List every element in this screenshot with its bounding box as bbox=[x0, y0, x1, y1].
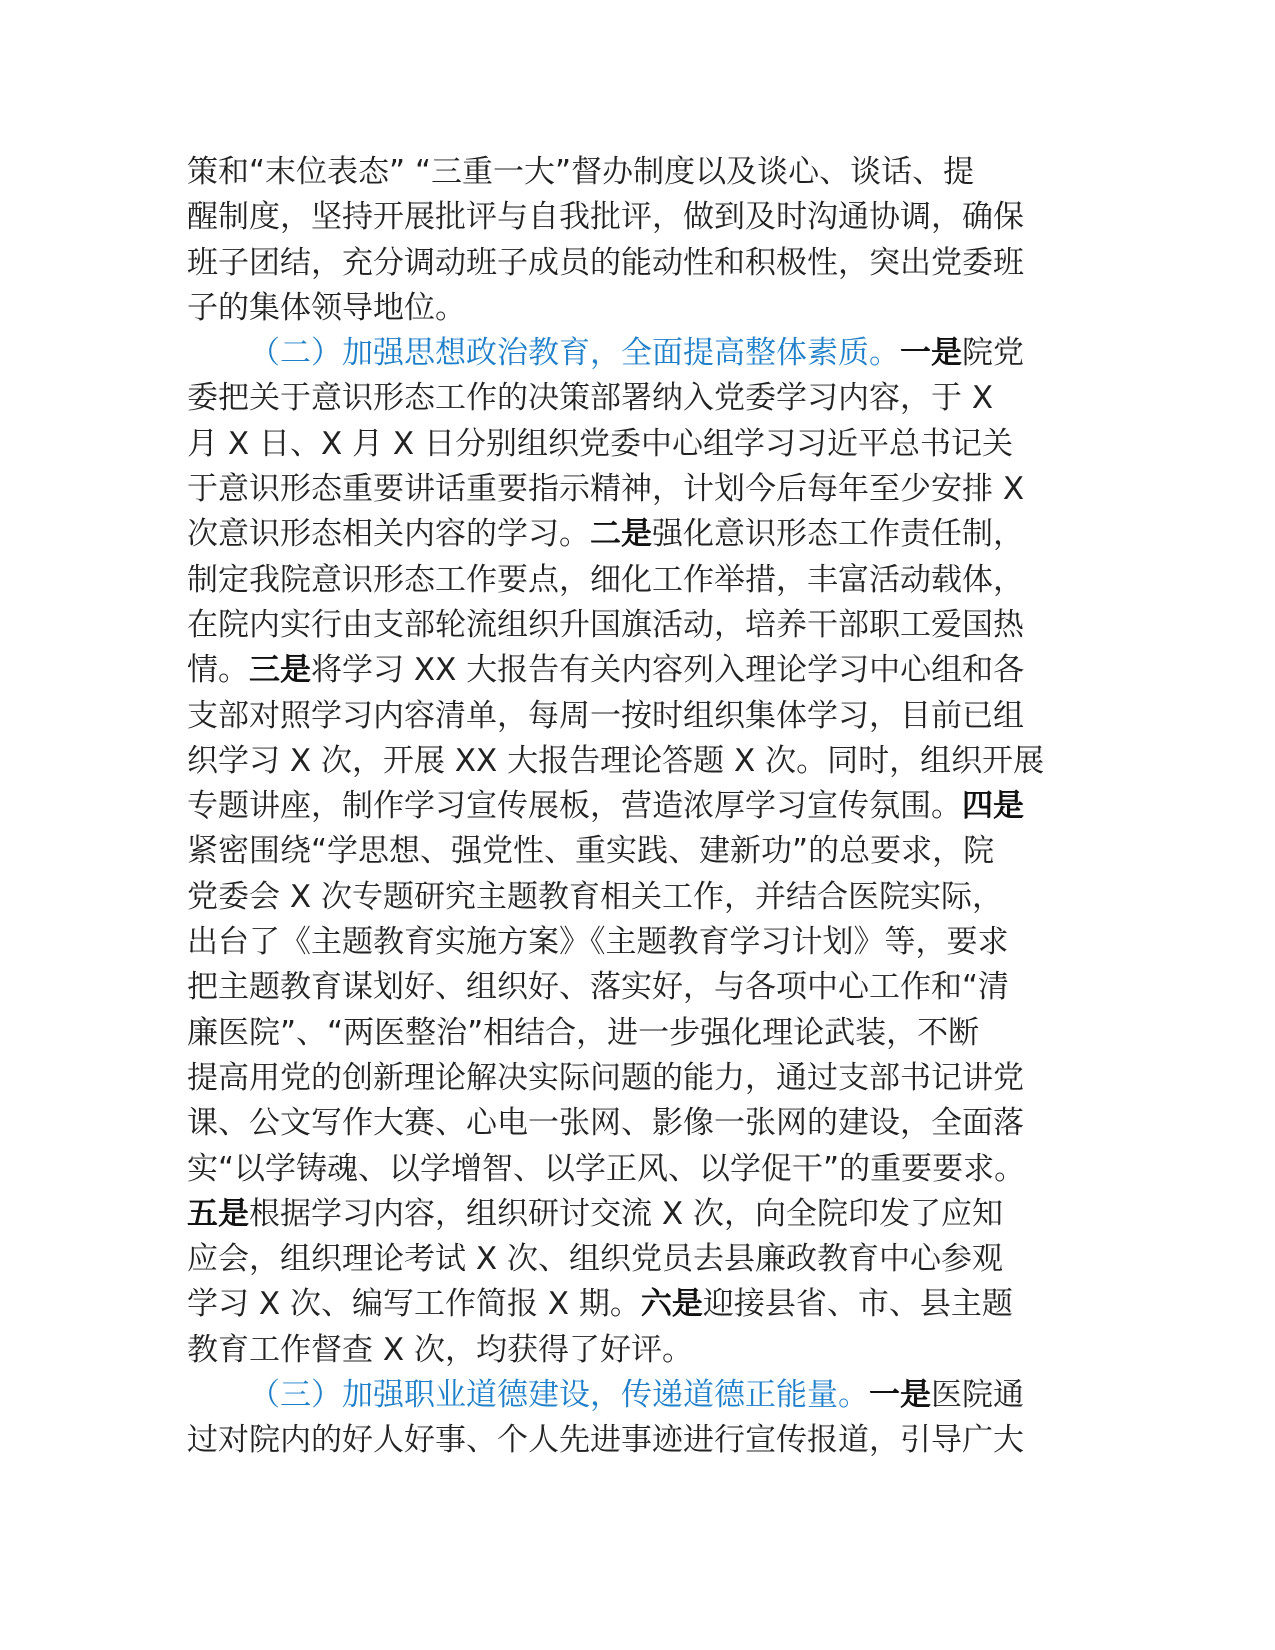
bold-marker: 二是 bbox=[590, 516, 652, 553]
bold-marker: 五是 bbox=[187, 1195, 249, 1232]
bold-marker: 一是 bbox=[869, 1377, 931, 1414]
bold-marker: 四是 bbox=[962, 788, 1024, 825]
text-line: 廉医院”、“两医整治”相结合，进一步强化理论武装，不断 bbox=[187, 1014, 980, 1051]
text-line: 醒制度，坚持开展批评与自我批评，做到及时沟通协调，确保 bbox=[187, 199, 1024, 236]
text-line: 出台了《主题教育实施方案》《主题教育学习计划》等，要求 bbox=[187, 924, 1009, 961]
text-line: 五是根据学习内容，组织研讨交流 X 次，向全院印发了应知 bbox=[187, 1195, 1003, 1232]
text-line: 情。三是将学习 XX 大报告有关内容列入理论学习中心组和各 bbox=[187, 652, 1025, 689]
text-line: 紧密围绕“学思想、强党性、重实践、建新功”的总要求，院 bbox=[187, 833, 995, 870]
text-line: 子的集体领导地位。 bbox=[187, 289, 466, 326]
text-line: 教育工作督查 X 次，均获得了好评。 bbox=[187, 1331, 693, 1368]
text-line: 月 X 日、X 月 X 日分别组织党委中心组学习习近平总书记关 bbox=[187, 425, 1013, 462]
text-line: 专题讲座，制作学习宣传展板，营造浓厚学习宣传氛围。四是 bbox=[187, 788, 1024, 825]
text-line: 把主题教育谋划好、组织好、落实好，与各项中心工作和“清 bbox=[187, 969, 1010, 1006]
text-line: 次意识形态相关内容的学习。二是强化意识形态工作责任制， bbox=[187, 516, 1024, 553]
section-heading-2: （二）加强思想政治教育，全面提高整体素质。一是院党 bbox=[249, 335, 1024, 372]
text-line: 应会，组织理论考试 X 次、组织党员去县廉政教育中心参观 bbox=[187, 1241, 1003, 1278]
text-line: 实“以学铸魂、以学增智、以学正风、以学促干”的重要要求。 bbox=[187, 1150, 1026, 1187]
text-line: 提高用党的创新理论解决实际问题的能力，通过支部书记讲党 bbox=[187, 1059, 1024, 1096]
section-heading-3: （三）加强职业道德建设，传递道德正能量。一是医院通 bbox=[249, 1377, 1024, 1414]
text-line: 支部对照学习内容清单，每周一按时组织集体学习，目前已组 bbox=[187, 697, 1024, 734]
text-line: 于意识形态重要讲话重要指示精神，计划今后每年至少安排 X bbox=[187, 471, 1025, 508]
bold-marker: 三是 bbox=[249, 652, 311, 689]
text-line: 过对院内的好人好事、个人先进事迹进行宣传报道，引导广大 bbox=[187, 1422, 1024, 1459]
text-line: 制定我院意识形态工作要点，细化工作举措，丰富活动载体， bbox=[187, 561, 1024, 598]
heading-text: （二）加强思想政治教育，全面提高整体素质。 bbox=[249, 335, 900, 372]
heading-text: （三）加强职业道德建设，传递道德正能量。 bbox=[249, 1377, 869, 1414]
bold-marker: 六是 bbox=[640, 1286, 703, 1323]
body-text bbox=[187, 150, 1087, 1464]
text-line: 课、公文写作大赛、心电一张网、影像一张网的建设，全面落 bbox=[187, 1105, 1024, 1142]
text-line: 学习 X 次、编写工作简报 X 期。六是迎接县省、市、县主题 bbox=[187, 1286, 1013, 1323]
text-line: 班子团结，充分调动班子成员的能动性和积极性，突出党委班 bbox=[187, 244, 1024, 281]
text-line: 织学习 X 次，开展 XX 大报告理论答题 X 次。同时，组织开展 bbox=[187, 742, 1045, 779]
text-line: 委把关于意识形态工作的决策部署纳入党委学习内容，于 X bbox=[187, 380, 994, 417]
text-line: 在院内实行由支部轮流组织升国旗活动，培养干部职工爱国热 bbox=[187, 606, 1024, 643]
text-line: 策和“末位表态” “三重一大”督办制度以及谈心、谈话、提 bbox=[187, 154, 975, 190]
bold-marker: 一是 bbox=[900, 335, 962, 372]
text-line: 党委会 X 次专题研究主题教育相关工作，并结合医院实际， bbox=[187, 878, 1003, 915]
